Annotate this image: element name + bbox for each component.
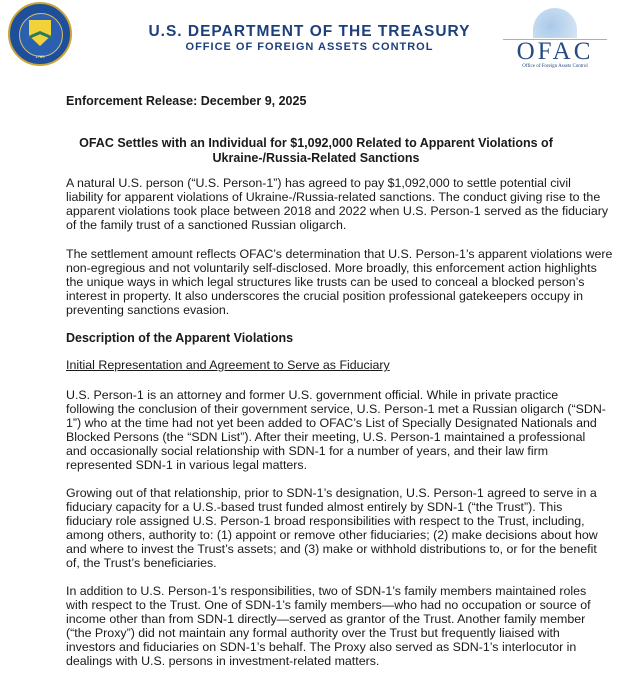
text-line: of the family trust of a sanctioned Russian oligarch.: [66, 218, 347, 232]
globe-icon: [533, 8, 577, 38]
text-line: Growing out of that relationship, prior to SDN-1’s designation, U.S. Person-1 agreed to serve in a: [66, 486, 597, 500]
text-line: dealings with U.S. persons in investment-related matters.: [66, 654, 380, 668]
text-line: investors and fiduciaries on SDN-1’s behalf. The Proxy also served as SDN-1’s interlocutor in: [66, 640, 577, 654]
paragraph-settlement: [66, 247, 613, 317]
text-line: Blocked Persons (the “SDN List”). After their meeting, U.S. Person-1 maintained a professional: [66, 430, 586, 444]
text-line: represented SDN-1 in various legal matters.: [66, 458, 308, 472]
text-line: preventing sanctions evasion.: [66, 303, 230, 317]
text-line: interest in property. It also underscores the crucial position professional gatekeepers occupy in: [66, 289, 584, 303]
paragraph-family-members: [66, 584, 606, 668]
seal-year: 1789: [35, 54, 45, 59]
text-line: apparent violations took place between 2018 and 2022 when U.S. Person-1 served as the fiduciary: [66, 204, 609, 218]
text-line: U.S. Person-1 is an attorney and former U.S. government official. While in private practice: [66, 388, 559, 402]
text-line: In addition to U.S. Person-1’s responsibilities, two of SDN-1’s family members maintained roles: [66, 584, 587, 598]
text-line: The settlement amount reflects OFAC’s determination that U.S. Person-1’s apparent violations were: [66, 247, 613, 261]
text-line: fiduciary capacity for a U.S.-based trust funded almost entirely by SDN-1 (“the Trust”). This: [66, 500, 563, 514]
release-date: Enforcement Release: December 9, 2025: [66, 94, 307, 108]
text-line: fiduciary role assigned U.S. Person-1 broad responsibilities with respect to the Trust, including,: [66, 514, 585, 528]
paragraph-summary: [66, 176, 609, 232]
text-line: (“the Proxy”) did not maintain any formal authority over the Trust but frequently liaised with: [66, 626, 560, 640]
paragraph-fiduciary-role: [66, 486, 606, 570]
text-line: among others, authority to: (1) appoint or remove other fiduciaries; (2) make decisions about how: [66, 528, 598, 542]
text-line: following the conclusion of their government service, U.S. Person-1 met a Russian oligarch (“SDN-: [66, 402, 606, 416]
text-line: liability for apparent violations of Ukraine-/Russia-related sanctions. The conduct giving rise to the: [66, 190, 601, 204]
text-line: and occasionally social relationship with SDN-1 for a number of years, and their law firm: [66, 444, 549, 458]
ofac-logo-text: OFAC: [516, 38, 594, 65]
text-line: 1”) who at the time had not yet been added to OFAC’s List of Specially Designated Nationals and: [66, 416, 597, 430]
paragraph-background: [66, 388, 606, 472]
text-line: A natural U.S. person (“U.S. Person-1”) has agreed to pay $1,092,000 to settle potential civil: [66, 176, 571, 190]
text-line: and where to invest the Trust’s assets; and (3) make or withhold distributions to, or for the benefit: [66, 542, 597, 556]
department-name: U.S. DEPARTMENT OF THE TREASURY: [148, 23, 471, 40]
text-line: of, the Trust’s beneficiaries.: [66, 556, 217, 570]
text-line: non-egregious and not voluntarily self-disclosed. More broadly, this enforcement action highlights: [66, 261, 597, 275]
text-line: the unique ways in which legal structures like trusts can be used to conceal a blocked person’s: [66, 275, 585, 289]
document-title: [66, 136, 566, 166]
title-line: Ukraine-/Russia-Related Sanctions: [212, 151, 420, 165]
office-name: OFFICE OF FOREIGN ASSETS CONTROL: [185, 41, 434, 53]
subsection-heading: Initial Representation and Agreement to Serve as Fiduciary: [66, 358, 390, 372]
text-line: income other than from SDN-1 directly—served as grantor of the Trust. Another family member: [66, 612, 586, 626]
ofac-logo-subtitle: Office of Foreign Assets Control: [522, 64, 588, 69]
title-line: OFAC Settles with an Individual for $1,092,000 Related to Apparent Violations of: [79, 136, 553, 150]
text-line: with respect to the Trust. One of SDN-1’s family members—who had no occupation or source of: [66, 598, 591, 612]
section-heading: Description of the Apparent Violations: [66, 331, 294, 345]
ofac-logo: [503, 6, 607, 70]
